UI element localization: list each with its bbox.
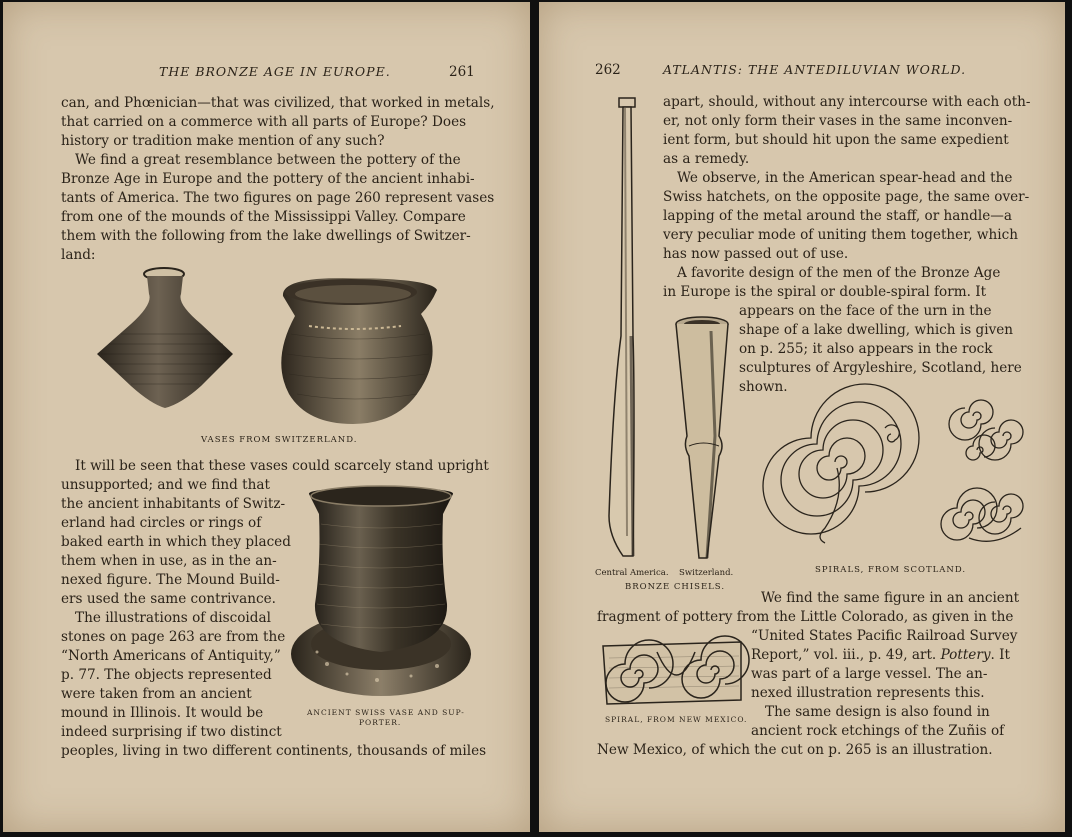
caption-swiss-vase-line2: PORTER. [359, 718, 402, 727]
text-line: sculptures of Argyleshire, Scotland, here [739, 360, 1022, 376]
text-line: stones on page 263 are from the [61, 629, 286, 645]
text-line: them with the following from the lake dwellings of Switzer- [61, 228, 471, 244]
right-page [539, 2, 1065, 832]
text-line: was part of a large vessel. The an- [751, 666, 988, 682]
text-line: on p. 255; it also appears in the rock [739, 341, 993, 357]
text-line: erland had circles or rings of [61, 515, 262, 531]
caption-spiral-new-mexico: SPIRAL, FROM NEW MEXICO. [605, 715, 748, 724]
spirals-from-scotland-figure [765, 398, 1055, 558]
text-line: ient form, but should hit upon the same expedient [663, 132, 1009, 148]
running-header: ATLANTIS: THE ANTEDILUVIAN WORLD. [663, 62, 967, 77]
text-line: indeed surprising if two distinct [61, 724, 282, 740]
text-line: A favorite design of the men of the Bronze Age [677, 265, 1001, 281]
running-header: THE BRONZE AGE IN EUROPE. [159, 64, 391, 79]
text-line: New Mexico, of which the cut on p. 265 is an illustration. [597, 742, 993, 758]
text-segment: . It [990, 647, 1010, 663]
text-line: The illustrations of discoidal [75, 610, 271, 626]
text-line: mound in Illinois. It would be [61, 705, 264, 721]
text-line [751, 646, 1010, 665]
text-line: nexed figure. The Mound Build- [61, 572, 280, 588]
text-line: shape of a lake dwelling, which is given [739, 322, 1014, 338]
text-line: can, and Phœnician—that was civilized, that worked in metals, [61, 95, 495, 111]
text-line: peoples, living in two different continents, thousands of miles [61, 743, 487, 759]
left-page [3, 2, 530, 832]
chisel-label-switzerland: Switzerland. [679, 568, 734, 578]
text-line: Bronze Age in Europe and the pottery of the ancient inhabi- [61, 171, 475, 187]
text-line: in Europe is the spiral or double-spiral form. It [663, 284, 987, 300]
text-line: We find the same figure in an ancient [761, 590, 1020, 606]
text-line: very peculiar mode of uniting them together, which [663, 227, 1018, 243]
text-line: p. 77. The objects represented [61, 667, 272, 683]
text-line: tants of America. The two figures on page 260 represent vases [61, 190, 495, 206]
italic-word: Pottery [940, 647, 991, 663]
spiral-from-new-mexico-figure [599, 638, 749, 710]
text-segment: Report,” vol. iii., p. 49, art. [751, 647, 941, 663]
text-line: the ancient inhabitants of Switz- [61, 496, 286, 512]
text-line: appears on the face of the urn in the [739, 303, 992, 319]
caption-bronze-chisels: BRONZE CHISELS. [625, 582, 726, 592]
text-line: apart, should, without any intercourse with each oth- [663, 94, 1031, 110]
text-line: We find a great resemblance between the pottery of the [75, 152, 461, 168]
caption-vases: VASES FROM SWITZERLAND. [201, 435, 358, 445]
text-line: ancient rock etchings of the Zuñis of [751, 723, 1005, 739]
text-line: nexed illustration represents this. [751, 685, 985, 701]
text-line: “North Americans of Antiquity,” [61, 648, 281, 664]
text-line: history or tradition make mention of any such? [61, 133, 385, 149]
text-line: land: [61, 247, 96, 263]
text-line: as a remedy. [663, 151, 750, 167]
text-line: Swiss hatchets, on the opposite page, the same over- [663, 189, 1030, 205]
text-line: ers used the same contrivance. [61, 591, 276, 607]
text-line: It will be seen that these vases could scarcely stand upright [75, 458, 489, 474]
text-line: were taken from an ancient [61, 686, 252, 702]
page-number: 262 [595, 62, 621, 78]
swiss-vase-and-supporter-figure [287, 484, 477, 704]
text-line: “United States Pacific Railroad Survey [751, 628, 1018, 644]
text-line: from one of the mounds of the Mississippi Valley. Compare [61, 209, 466, 225]
text-line: them when in use, as in the an- [61, 553, 277, 569]
text-line: has now passed out of use. [663, 246, 849, 262]
text-line: baked earth in which they placed [61, 534, 291, 550]
bronze-chisels-figure [603, 96, 733, 568]
caption-spirals-scotland: SPIRALS, FROM SCOTLAND. [815, 565, 967, 575]
text-line: er, not only form their vases in the same inconven- [663, 113, 1013, 129]
text-line: lapping of the metal around the staff, or handle—a [663, 208, 1012, 224]
text-line: We observe, in the American spear-head and the [677, 170, 1013, 186]
chisel-label-central-america: Central America. [595, 568, 669, 578]
vases-from-switzerland-figure [91, 264, 451, 432]
text-line: that carried on a commerce with all parts of Europe? Does [61, 114, 467, 130]
page-number: 261 [449, 64, 475, 80]
text-line: unsupported; and we find that [61, 477, 270, 493]
text-line: The same design is also found in [765, 704, 990, 720]
text-line: shown. [739, 379, 788, 395]
text-line: fragment of pottery from the Little Colorado, as given in the [597, 609, 1014, 625]
caption-swiss-vase-line1: ANCIENT SWISS VASE AND SUP- [307, 708, 465, 717]
